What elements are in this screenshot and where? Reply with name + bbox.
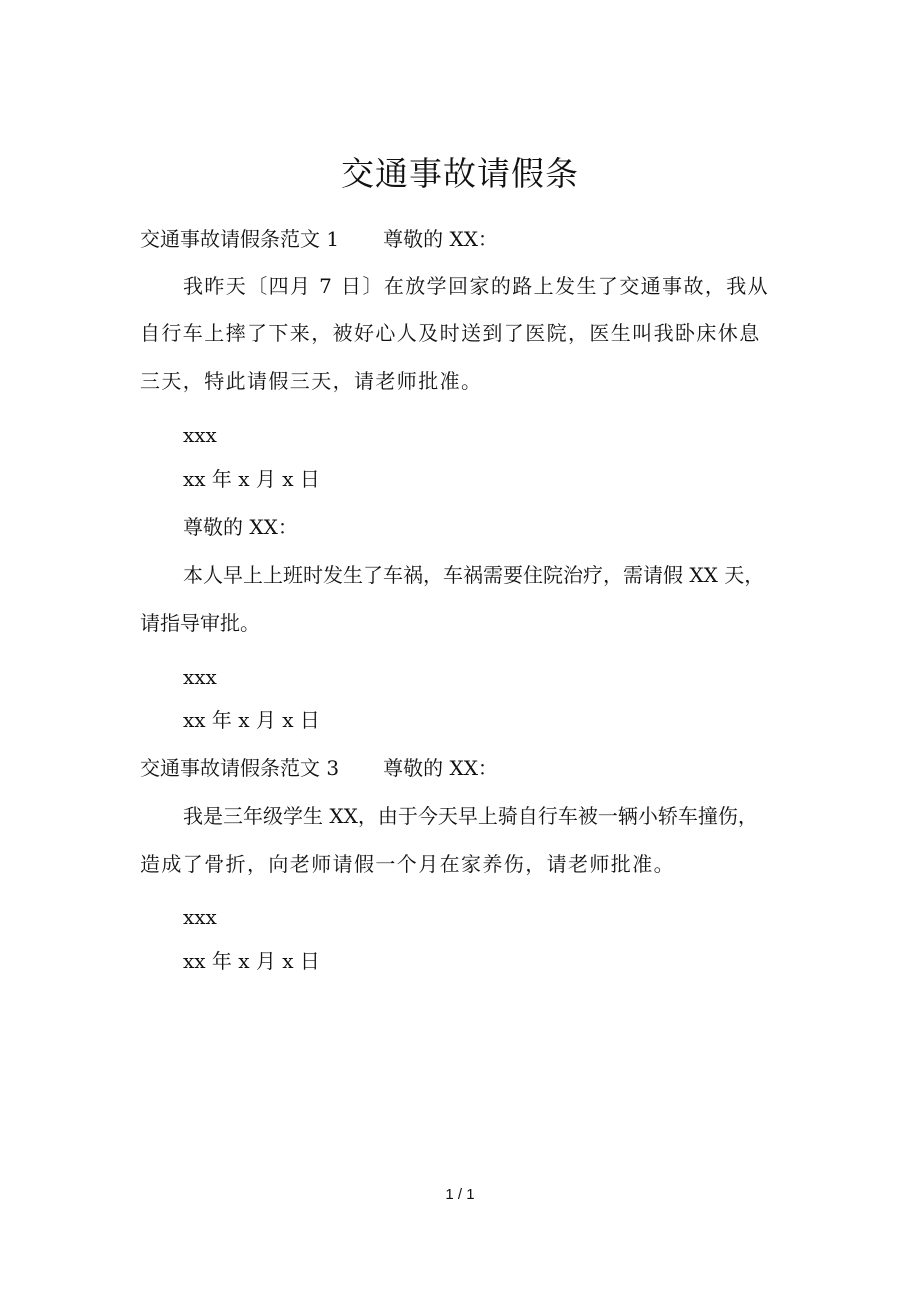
sample-3-body-line-2: 造成了骨折，向老师请假一个月在家养伤，请老师批准。 bbox=[140, 852, 675, 876]
sample-2-greeting: 尊敬的 XX： bbox=[183, 515, 298, 539]
sample-2-date: xx 年 x 月 x 日 bbox=[183, 708, 320, 732]
page-number: 1 / 1 bbox=[445, 1186, 475, 1203]
sample-3-heading: 交通事故请假条范文 3 bbox=[140, 756, 340, 780]
sample-3-signature: xxx bbox=[183, 905, 217, 929]
sample-1-signature: xxx bbox=[183, 423, 217, 447]
sample-1-body-line-3: 三天，特此请假三天，请老师批准。 bbox=[140, 369, 483, 393]
sample-3-greeting: 尊敬的 XX： bbox=[383, 756, 498, 780]
sample-2-body-line-1: 本人早上上班时发生了车祸，车祸需要住院治疗，需请假 XX 天， bbox=[183, 563, 765, 587]
sample-2-body-line-2: 请指导审批。 bbox=[140, 611, 260, 635]
sample-3-body-line-1: 我是三年级学生 XX，由于今天早上骑自行车被一辆小轿车撞伤， bbox=[183, 804, 758, 828]
document-title: 交通事故请假条 bbox=[341, 154, 579, 193]
sample-3-date: xx 年 x 月 x 日 bbox=[183, 949, 320, 973]
sample-1-greeting: 尊敬的 XX： bbox=[383, 227, 498, 251]
sample-1-heading: 交通事故请假条范文 1 bbox=[140, 227, 340, 251]
sample-2-signature: xxx bbox=[183, 665, 217, 689]
sample-1-heading-line bbox=[140, 224, 498, 254]
sample-1-date: xx 年 x 月 x 日 bbox=[183, 467, 320, 491]
sample-1-body-line-2: 自行车上摔了下来，被好心人及时送到了医院，医生叫我卧床休息 bbox=[140, 321, 761, 345]
sample-3-heading-line bbox=[140, 753, 498, 783]
sample-1-body-line-1: 我昨天〔四月 7 日〕在放学回家的路上发生了交通事故，我从 bbox=[183, 274, 770, 298]
